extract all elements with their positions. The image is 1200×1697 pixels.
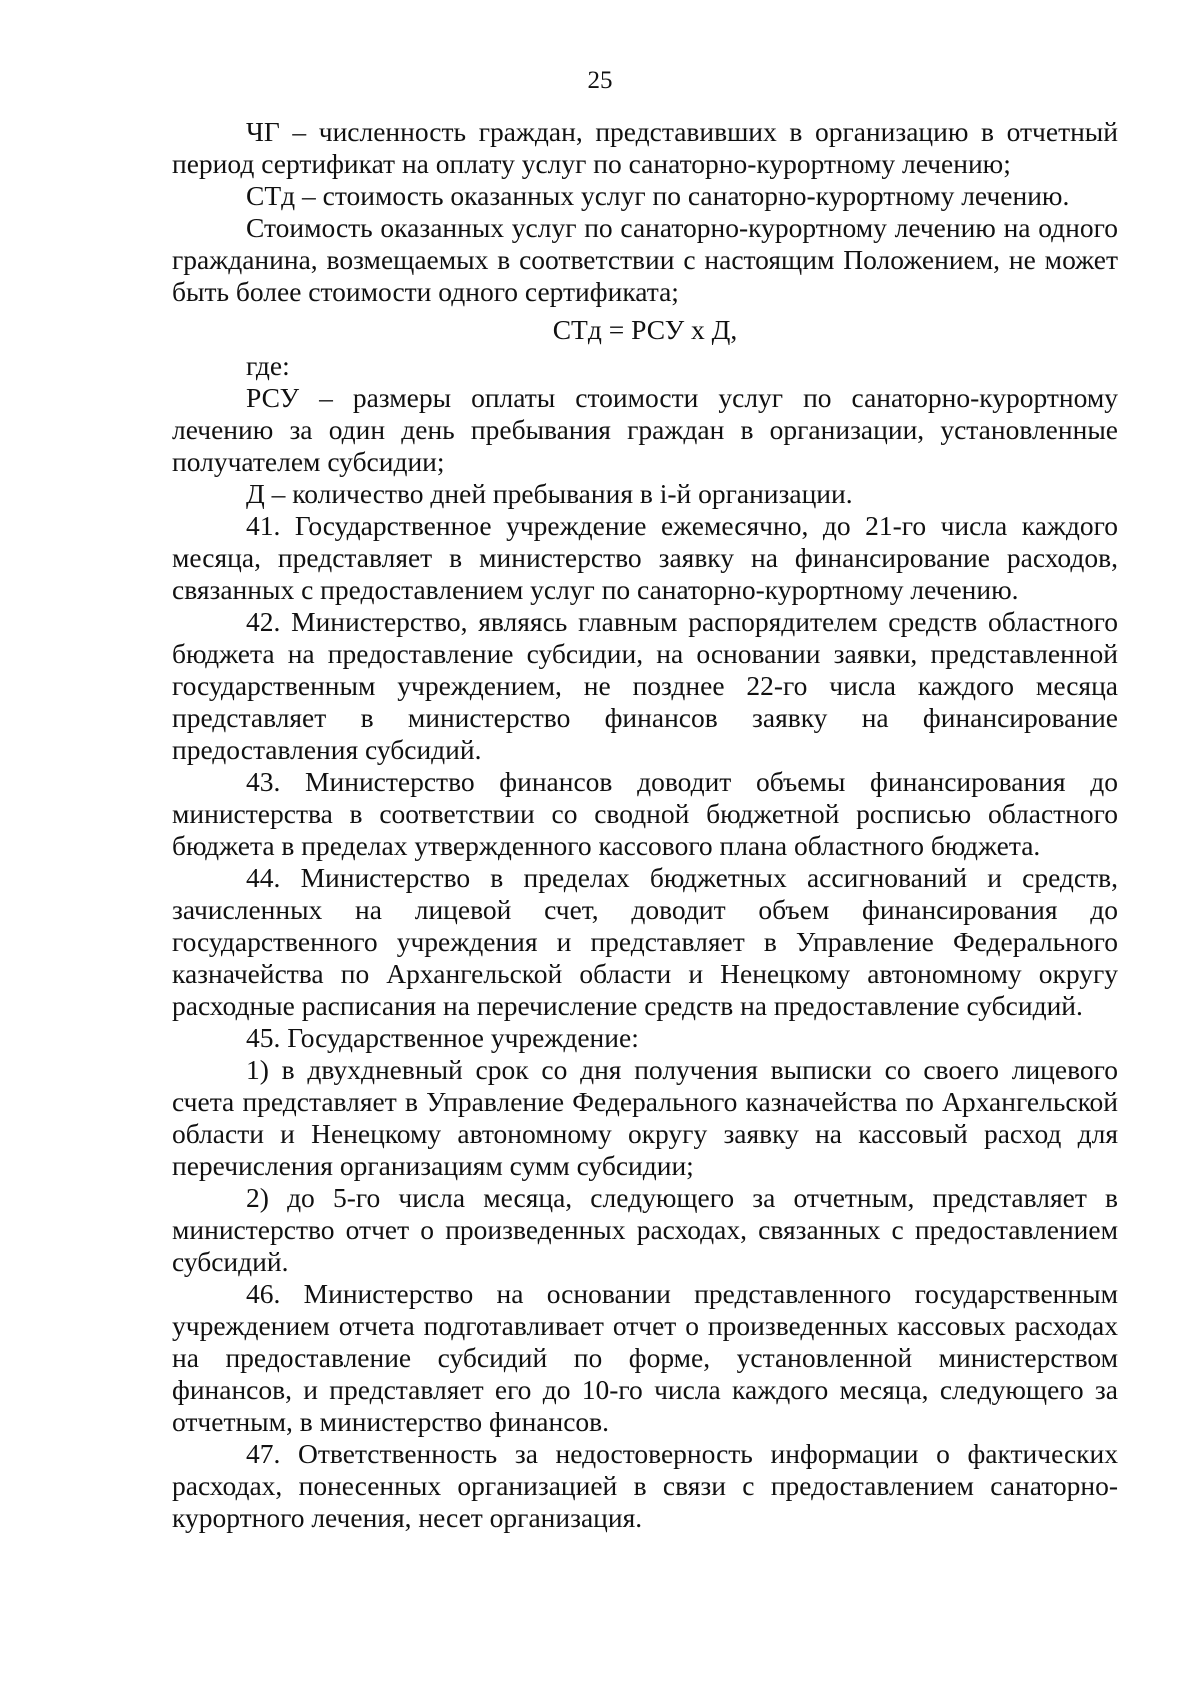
- paragraph-43: 43. Министерство финансов доводит объемы финансирования до министерства в соответствии со сводной бюджетной росписью областного бюджета в пределах утвержденного кассового плана областного бюджета.: [172, 766, 1118, 861]
- paragraph-47: 47. Ответственность за недостоверность информации о фактических расходах, понесенных организацией в связи с предоставлением санаторно-курортного лечения, несет организация.: [172, 1438, 1118, 1533]
- formula: СТд = РСУ х Д,: [552, 314, 738, 345]
- paragraph-42: 42. Министерство, являясь главным распорядителем средств областного бюджета на предоставление субсидии, на основании заявки, представленной государственным учреждением, не позднее 22-го числа каждого месяца представляет в министерство финансов заявку на финансирование предоставления субсидий.: [172, 606, 1118, 765]
- document-body: [172, 116, 1118, 1534]
- paragraph-45-item-1: 1) в двухдневный срок со дня получения выписки со своего лицевого счета представляет в Управление Федерального казначейства по Архангельской области и Ненецкому автономному округу заявку на кассовый расход для перечисления организациям сумм субсидии;: [172, 1054, 1118, 1181]
- paragraph-std: СТд – стоимость оказанных услуг по санаторно-курортному лечению.: [246, 180, 1070, 211]
- paragraph-45-item-2: 2) до 5-го числа месяца, следующего за отчетным, представляет в министерство отчет о произведенных расходах, связанных с предоставлением субсидий.: [172, 1182, 1118, 1277]
- paragraph-where: где:: [246, 350, 290, 381]
- paragraph-cost: Стоимость оказанных услуг по санаторно-курортному лечению на одного гражданина, возмещаемых в соответствии с настоящим Положением, не может быть более стоимости одного сертификата;: [172, 212, 1118, 307]
- paragraph-chg: ЧГ – численность граждан, представивших в организацию в отчетный период сертификат на оплату услуг по санаторно-курортному лечению;: [172, 116, 1118, 179]
- page-number: 25: [587, 67, 613, 94]
- paragraph-41: 41. Государственное учреждение ежемесячно, до 21-го числа каждого месяца, представляет в министерство заявку на финансирование расходов, связанных с предоставлением услуг по санаторно-курортному лечению.: [172, 510, 1118, 605]
- paragraph-45: 45. Государственное учреждение:: [246, 1022, 639, 1053]
- paragraph-d: Д – количество дней пребывания в i-й организации.: [246, 478, 853, 509]
- paragraph-46: 46. Министерство на основании представленного государственным учреждением отчета подготавливает отчет о произведенных кассовых расходах на предоставление субсидий по форме, установленной министерством финансов, и представляет его до 10-го числа каждого месяца, следующего за отчетным, в министерство финансов.: [172, 1278, 1118, 1437]
- paragraph-44: 44. Министерство в пределах бюджетных ассигнований и средств, зачисленных на лицевой счет, доводит объем финансирования до государственного учреждения и представляет в Управление Федерального казначейства по Архангельской области и Ненецкому автономному округу расходные расписания на перечисление средств на предоставление субсидий.: [172, 862, 1118, 1021]
- paragraph-rsu: РСУ – размеры оплаты стоимости услуг по санаторно-курортному лечению за один день пребывания граждан в организации, установленные получателем субсидии;: [172, 382, 1118, 477]
